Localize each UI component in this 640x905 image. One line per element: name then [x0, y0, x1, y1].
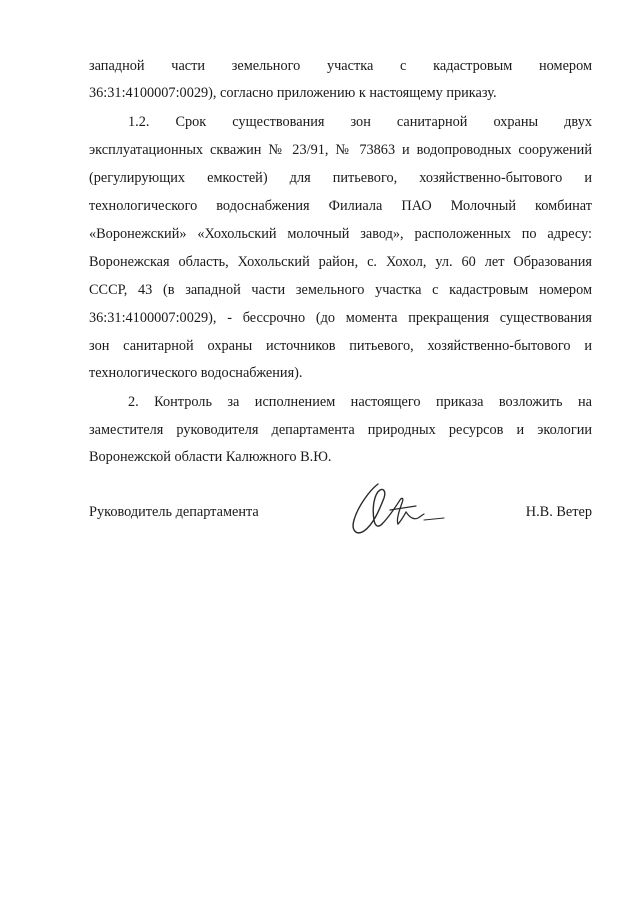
text-line: западной части земельного участка с кадастровым номером	[89, 58, 592, 74]
handwritten-signature	[340, 476, 450, 546]
text-line: Воронежская область, Хохольский район, с. Хохол, ул. 60 лет Образования	[89, 254, 592, 270]
signatory-title: Руководитель департамента	[89, 504, 259, 520]
text-line: 1.2. Срок существования зон санитарной охраны двух	[128, 114, 592, 130]
text-line: СССР, 43 (в западной части земельного участка с кадастровым номером	[89, 282, 592, 298]
text-line: эксплуатационных скважин № 23/91, № 73863 и водопроводных сооружений	[89, 142, 592, 158]
text-line: Воронежской области Калюжного В.Ю.	[89, 449, 332, 465]
text-line: 36:31:4100007:0029), согласно приложению к настоящему приказу.	[89, 85, 497, 101]
text-line: 36:31:4100007:0029), - бессрочно (до момента прекращения существования	[89, 310, 592, 326]
text-line: «Воронежский» «Хохольский молочный завод», расположенных по адресу:	[89, 226, 592, 242]
text-line: технологического водоснабжения).	[89, 365, 303, 381]
text-line: зон санитарной охраны источников питьевого, хозяйственно-бытового и	[89, 338, 592, 354]
text-line: заместителя руководителя департамента природных ресурсов и экологии	[89, 422, 592, 438]
text-line: 2. Контроль за исполнением настоящего приказа возложить на	[128, 394, 592, 410]
signatory-name: Н.В. Ветер	[525, 504, 592, 520]
text-line: (регулирующих емкостей) для питьевого, хозяйственно-бытового и	[89, 170, 592, 186]
text-line: технологического водоснабжения Филиала ПАО Молочный комбинат	[89, 198, 592, 214]
